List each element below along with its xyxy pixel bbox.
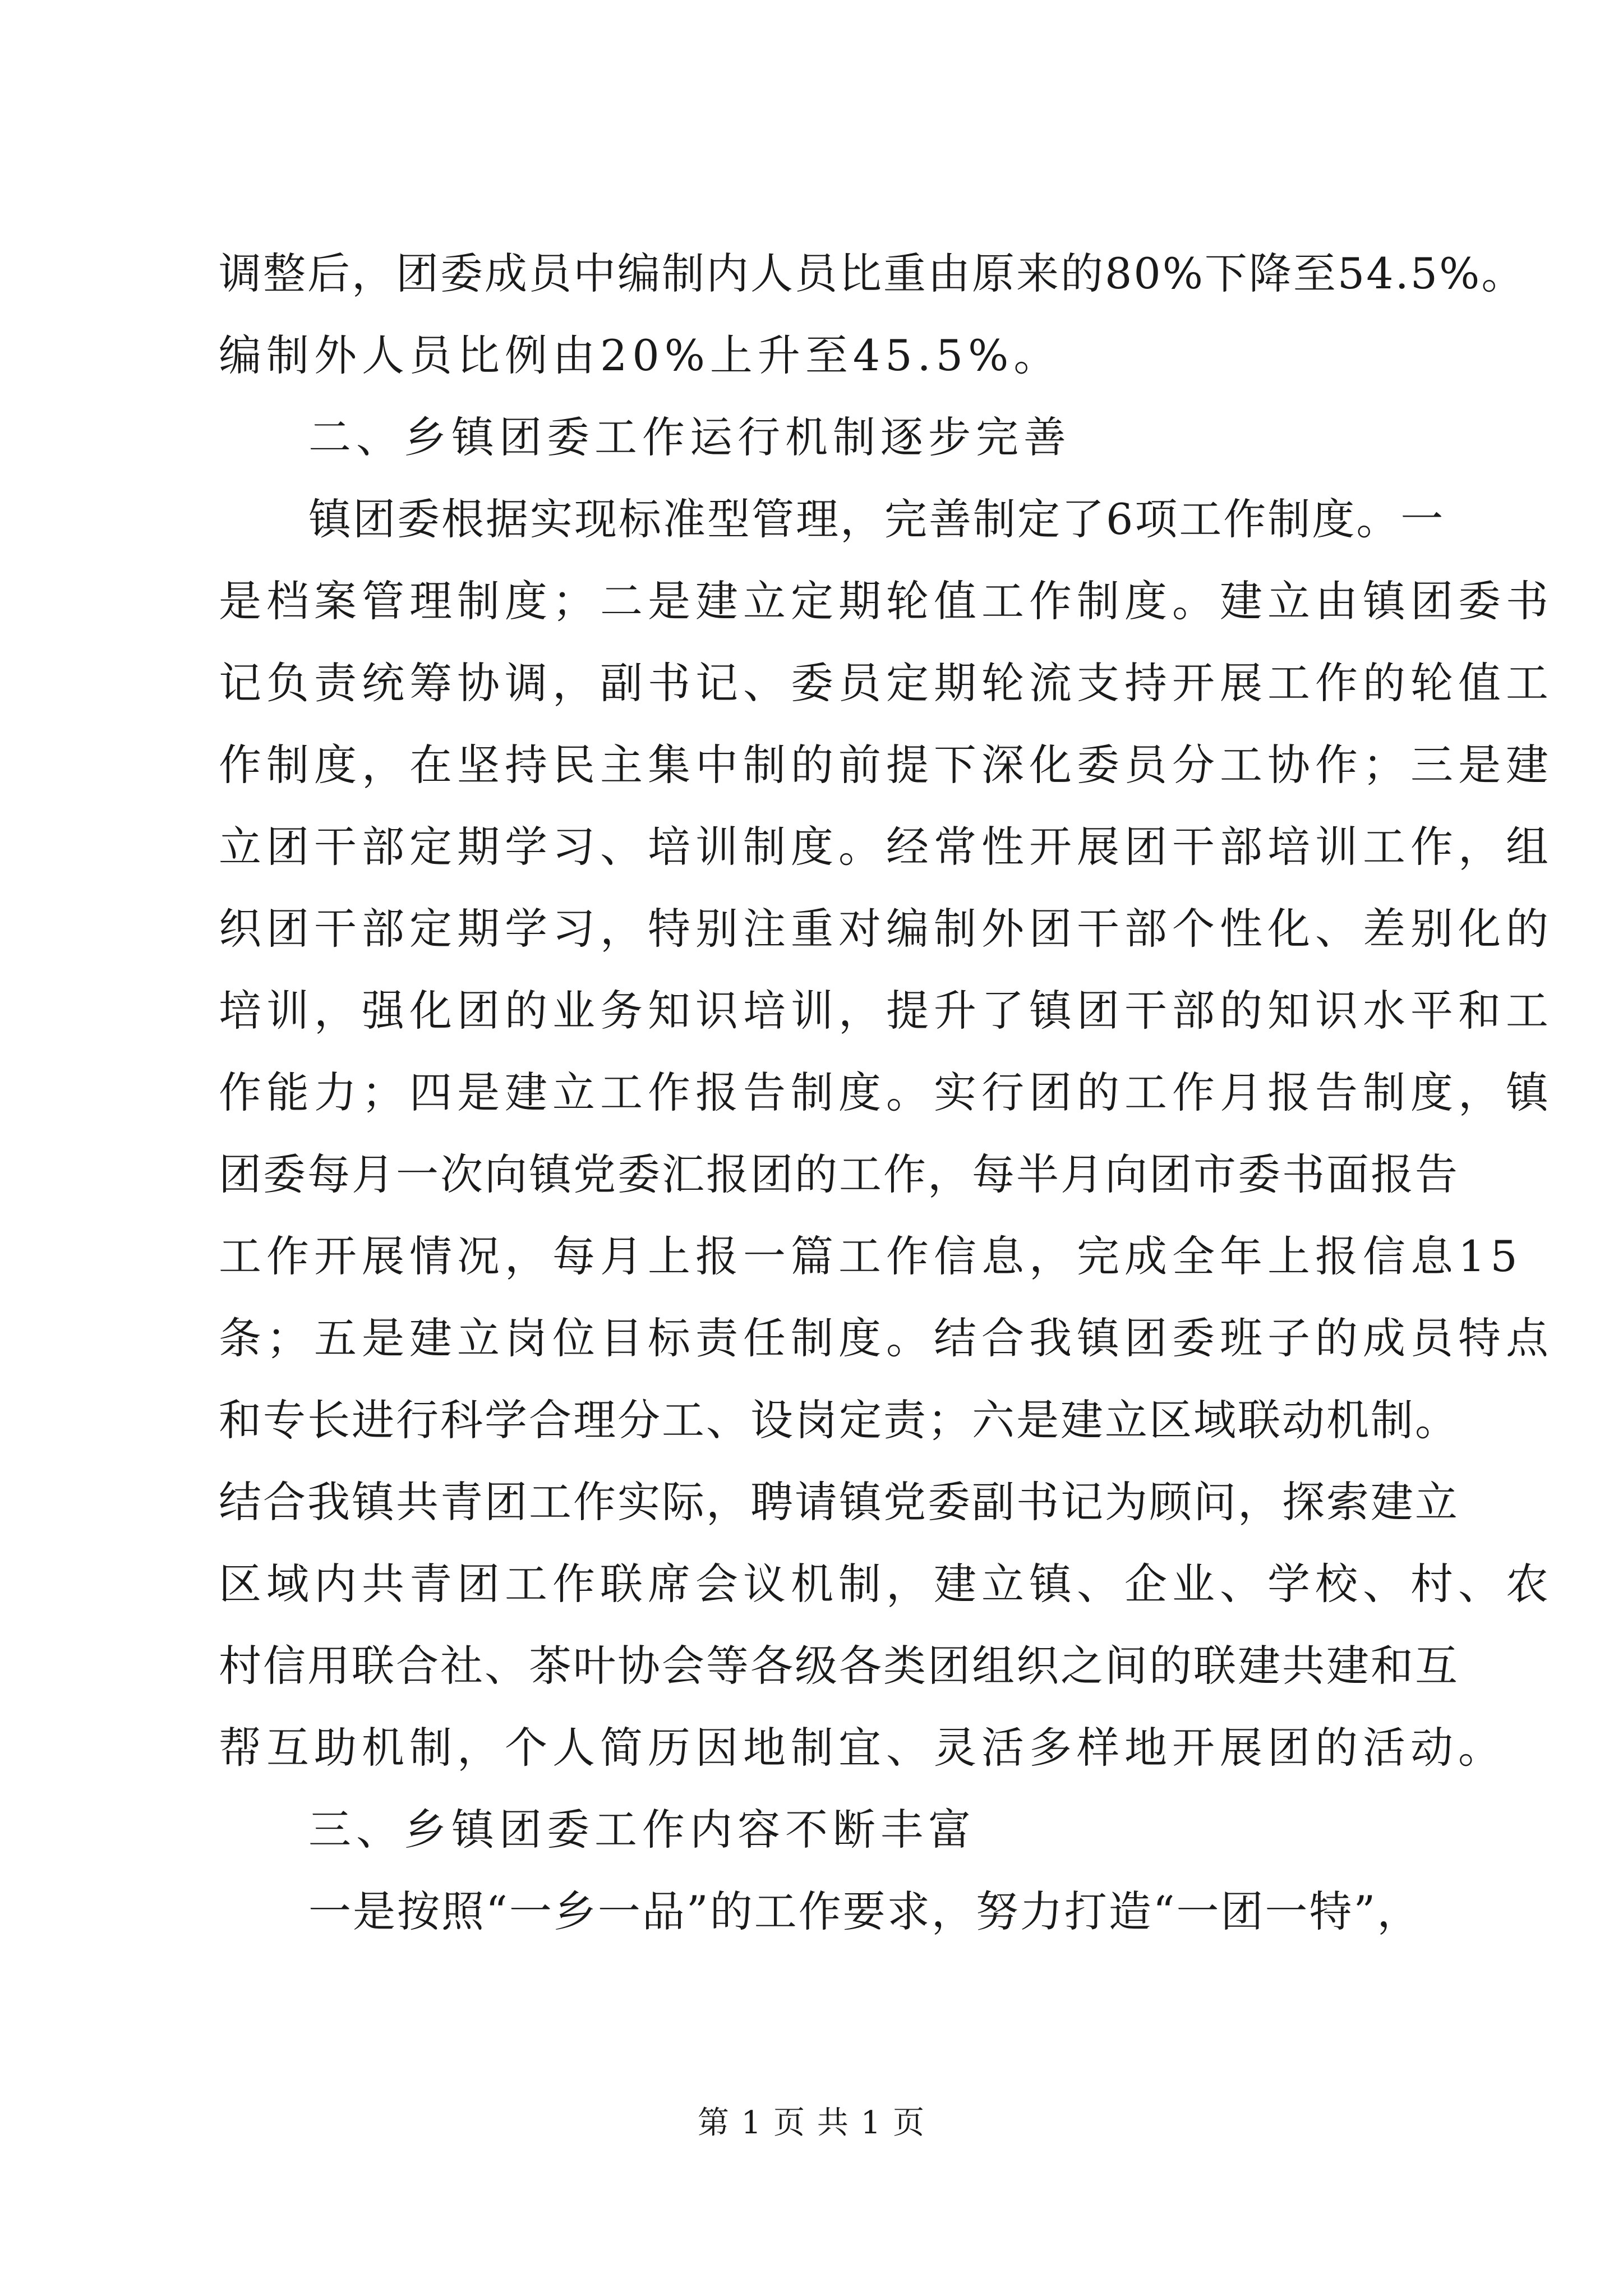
text-line: 二、乡镇团委工作运行机制逐步完善: [308, 412, 1071, 462]
text-line: 织团干部定期学习，特别注重对编制外团干部个性化、差别化的: [219, 904, 1553, 954]
page-footer: 第 1 页 共 1 页: [697, 2105, 926, 2141]
text-line: 镇团委根据实现标准型管理，完善制定了6项工作制度。一: [308, 494, 1445, 544]
text-line: 是档案管理制度；二是建立定期轮值工作制度。建立由镇团委书: [219, 576, 1553, 626]
text-line: 帮互助机制，个人简历因地制宜、灵活多样地开展团的活动。: [219, 1723, 1506, 1773]
text-line: 培训，强化团的业务知识培训，提升了镇团干部的知识水平和工: [219, 986, 1553, 1036]
text-line: 区域内共青团工作联席会议机制，建立镇、企业、学校、村、农: [219, 1559, 1553, 1609]
document-body: [219, 233, 1553, 1953]
text-line: 作能力；四是建立工作报告制度。实行团的工作月报告制度，镇: [219, 1068, 1553, 1117]
text-line: 工作开展情况，每月上报一篇工作信息，完成全年上报信息15: [219, 1231, 1523, 1281]
text-line: 村信用联合社、茶叶协会等各级各类团组织之间的联建共建和互: [219, 1641, 1459, 1691]
text-line: 调整后，团委成员中编制内人员比重由原来的80%下降至54.5%。: [219, 249, 1526, 298]
text-line: 条；五是建立岗位目标责任制度。结合我镇团委班子的成员特点: [219, 1313, 1553, 1363]
text-line: 三、乡镇团委工作内容不断丰富: [308, 1805, 976, 1855]
text-line: 结合我镇共青团工作实际，聘请镇党委副书记为顾问，探索建立: [219, 1477, 1459, 1527]
text-line: 立团干部定期学习、培训制度。经常性开展团干部培训工作，组: [219, 822, 1553, 872]
text-line: 团委每月一次向镇党委汇报团的工作，每半月向团市委书面报告: [219, 1149, 1459, 1199]
text-line: 一是按照“一乡一品”的工作要求，努力打造“一团一特”，: [308, 1887, 1422, 1936]
text-line: 作制度，在坚持民主集中制的前提下深化委员分工协作；三是建: [219, 740, 1553, 790]
text-line: 记负责统筹协调，副书记、委员定期轮流支持开展工作的轮值工: [219, 658, 1553, 708]
text-line: 和专长进行科学合理分工、设岗定责；六是建立区域联动机制。: [219, 1395, 1459, 1445]
text-line: 编制外人员比例由20%上升至45.5%。: [219, 330, 1062, 380]
